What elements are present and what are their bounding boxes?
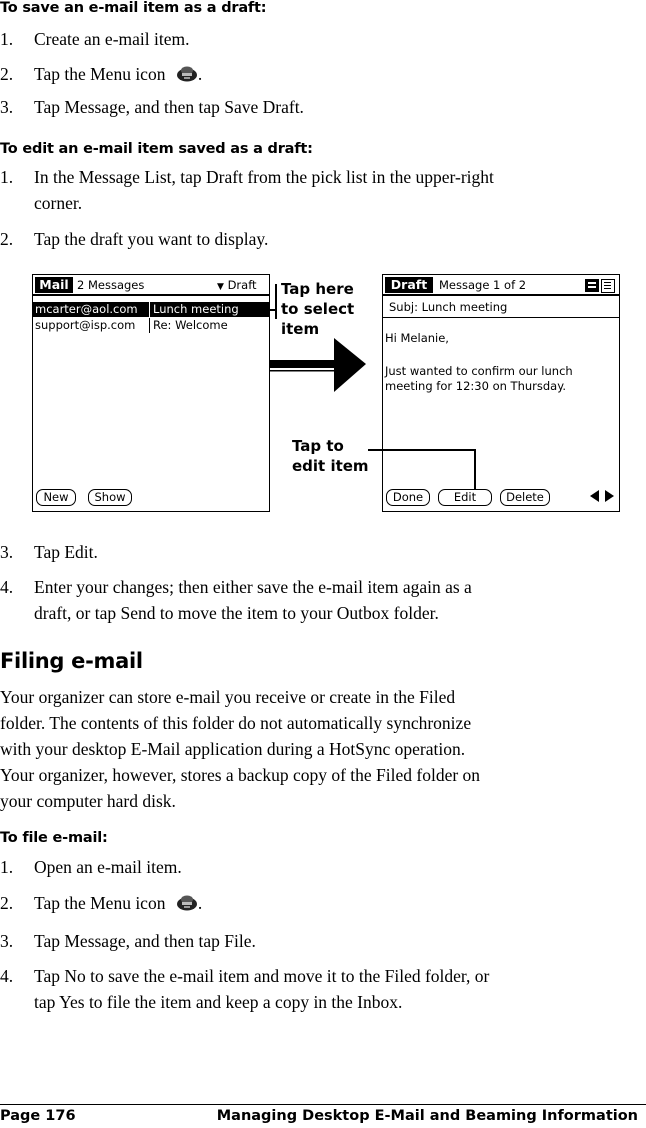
done-button[interactable]: Done	[386, 489, 430, 506]
file-email-heading: To file e-mail:	[0, 830, 108, 846]
mail-app-title: Mail	[35, 277, 73, 293]
paragraph-line: Your organizer can store e-mail you receive or create in the Filed	[0, 687, 456, 707]
select-callout	[281, 279, 354, 339]
filing-paragraph	[0, 684, 646, 814]
edit-draft-heading: To edit an e-mail item saved as a draft:	[0, 141, 313, 157]
callout-line: edit item	[292, 457, 369, 475]
step-number: 2.	[0, 229, 14, 249]
list-item	[0, 26, 646, 52]
paragraph-line: your computer hard disk.	[0, 791, 176, 811]
section-title: Filing e-mail	[0, 649, 143, 673]
step-text-line: Enter your changes; then either save the e-mail item again as a	[34, 577, 472, 597]
row-subject: Lunch meeting	[153, 302, 239, 316]
draft-app-title: Draft	[385, 277, 433, 293]
step-number: 4.	[0, 577, 14, 597]
category-label: Draft	[227, 278, 257, 292]
step-text: Tap the draft you want to display.	[34, 229, 269, 249]
step-text-line: tap Yes to file the item and keep a copy in the Inbox.	[34, 992, 403, 1012]
step-suffix: .	[197, 64, 203, 84]
step-number: 2.	[0, 64, 14, 84]
edit-button[interactable]: Edit	[438, 489, 492, 506]
category-picker[interactable]	[217, 277, 257, 295]
step-number: 1.	[0, 167, 14, 187]
message-body-line: meeting for 12:30 on Thursday.	[385, 379, 567, 393]
title-divider	[33, 294, 269, 296]
step-text-line: Tap No to save the e-mail item and move it to the Filed folder, or	[34, 966, 490, 986]
step-text: Create an e-mail item.	[34, 29, 190, 49]
subject-value: Lunch meeting	[421, 300, 508, 314]
column-divider	[149, 302, 150, 317]
column-divider	[149, 318, 150, 333]
paragraph-line: Your organizer, however, stores a backup copy of the Filed folder on	[0, 765, 481, 785]
callout-line: item	[281, 320, 320, 338]
list-item	[0, 226, 646, 252]
message-count: 2 Messages	[77, 278, 145, 292]
chapter-title: Managing Desktop E-Mail and Beaming Information	[216, 1108, 638, 1124]
scroll-arrows-icon[interactable]	[589, 489, 615, 503]
paragraph-line: with your desktop E-Mail application during a HotSync operation.	[0, 739, 466, 759]
callout-line: to select	[281, 300, 355, 318]
paragraph-line: folder. The contents of this folder do not automatically synchronize	[0, 713, 472, 733]
list-item	[0, 890, 646, 916]
step-text: Tap Message, and then tap File.	[34, 931, 256, 951]
menu-icon	[176, 66, 198, 82]
table-row[interactable]	[33, 318, 269, 333]
page-number: Page 176	[0, 1108, 76, 1124]
list-item	[0, 928, 646, 954]
step-text: Tap Message, and then tap Save Draft.	[34, 97, 304, 117]
step-number: 2.	[0, 893, 14, 913]
step-number: 3.	[0, 97, 14, 117]
step-number: 1.	[0, 857, 14, 877]
list-item	[0, 963, 646, 1015]
step-number: 3.	[0, 542, 14, 562]
mail-list-screen	[32, 274, 270, 512]
step-text-line: corner.	[34, 193, 83, 213]
step-text-wrap	[34, 890, 202, 916]
new-button[interactable]: New	[36, 489, 76, 506]
list-item	[0, 574, 646, 626]
list-item	[0, 61, 646, 87]
message-greeting: Hi Melanie,	[385, 331, 449, 345]
figure	[0, 262, 646, 524]
step-text: Tap the Menu icon	[34, 893, 166, 913]
subject-divider	[383, 317, 619, 318]
delete-button[interactable]: Delete	[500, 489, 550, 506]
step-text-line: draft, or tap Send to move the item to your Outbox folder.	[34, 603, 439, 623]
step-number: 4.	[0, 966, 14, 986]
list-item	[0, 94, 646, 120]
show-button[interactable]: Show	[88, 489, 132, 506]
step-text-wrap	[34, 61, 202, 87]
step-suffix: .	[197, 893, 203, 913]
title-divider	[383, 294, 619, 296]
step-text: Tap the Menu icon	[34, 64, 166, 84]
draft-message-screen	[382, 274, 620, 512]
step-number: 3.	[0, 931, 14, 951]
edit-callout	[292, 436, 369, 476]
callout-line: Tap here	[281, 280, 354, 298]
font-icon[interactable]	[585, 279, 615, 292]
message-position: Message 1 of 2	[439, 278, 527, 292]
callout-line: Tap to	[292, 437, 344, 455]
list-item	[0, 164, 646, 216]
save-draft-heading: To save an e-mail item as a draft:	[0, 0, 267, 16]
list-item	[0, 854, 646, 880]
table-row[interactable]	[33, 302, 269, 317]
subject-line	[389, 300, 507, 315]
row-from: support@isp.com	[35, 318, 136, 332]
list-item	[0, 539, 646, 565]
step-number: 1.	[0, 29, 14, 49]
subject-label: Subj:	[389, 300, 418, 314]
step-text: Tap Edit.	[34, 542, 98, 562]
chevron-down-icon: ▼	[217, 282, 224, 292]
message-body-line: Just wanted to confirm our lunch	[385, 364, 573, 378]
step-text-line: In the Message List, tap Draft from the pick list in the upper-right	[34, 167, 494, 187]
step-text: Open an e-mail item.	[34, 857, 182, 877]
callout-bracket	[275, 284, 277, 319]
footer-rule	[0, 1104, 646, 1105]
row-from: mcarter@aol.com	[35, 302, 138, 316]
menu-icon	[176, 895, 198, 911]
right-arrow-icon	[270, 336, 370, 402]
row-subject: Re: Welcome	[153, 318, 228, 332]
